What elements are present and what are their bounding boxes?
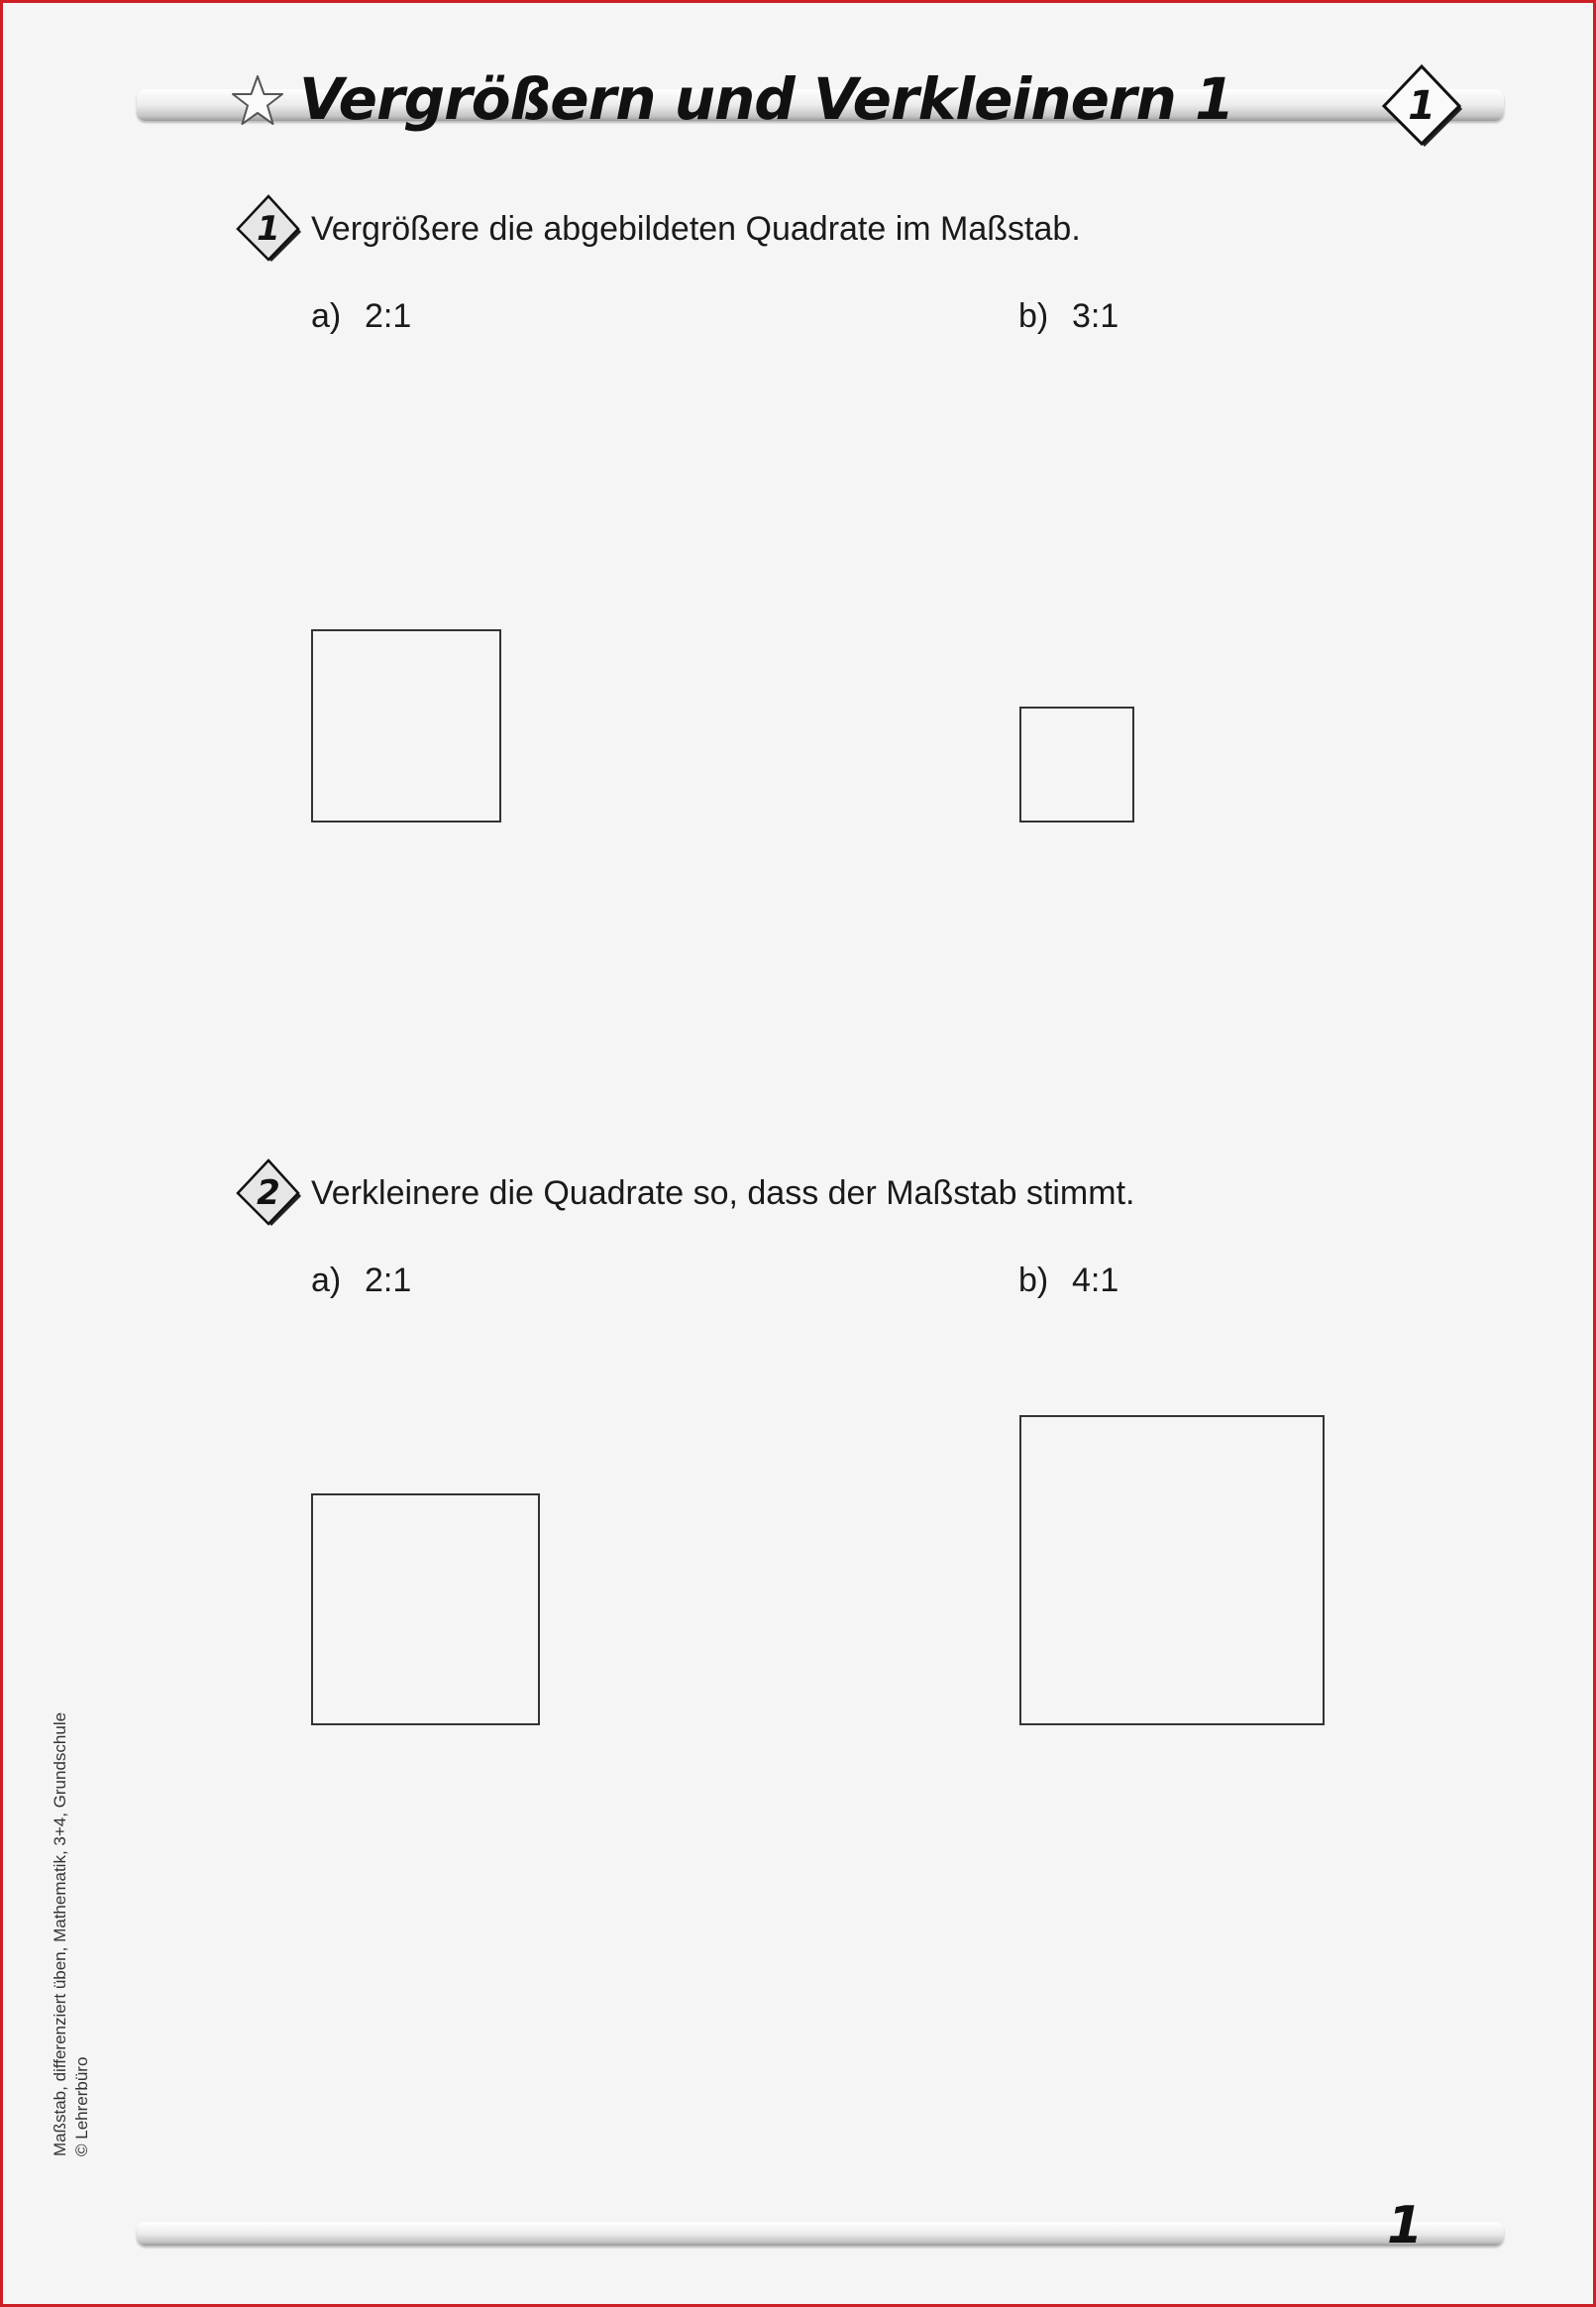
task-2a-label bbox=[311, 1262, 411, 1300]
star-icon bbox=[230, 73, 285, 129]
footer-bar bbox=[137, 2222, 1504, 2246]
item-letter: b) bbox=[1018, 297, 1049, 335]
task-2a-square bbox=[311, 1493, 540, 1725]
task-1b-square bbox=[1019, 707, 1134, 823]
item-scale: 2:1 bbox=[365, 1262, 412, 1299]
task-1a-label bbox=[311, 297, 411, 336]
page-badge bbox=[1379, 63, 1464, 149]
task-number: 2 bbox=[257, 1173, 280, 1213]
copyright-note bbox=[50, 1712, 93, 2156]
source-line: Maßstab, differenziert üben, Mathematik, 3+4, Grundschule bbox=[51, 1711, 69, 2156]
item-letter: a) bbox=[311, 1262, 342, 1299]
task-1a-square bbox=[311, 629, 501, 823]
item-scale: 2:1 bbox=[365, 297, 412, 335]
item-scale: 3:1 bbox=[1072, 297, 1119, 335]
task-2b-square bbox=[1019, 1415, 1325, 1725]
task-badge-1 bbox=[234, 194, 303, 264]
page-badge-number: 1 bbox=[1408, 83, 1436, 129]
task-1b-label bbox=[1018, 297, 1118, 336]
copyright-line: © Lehrerbüro bbox=[72, 2056, 91, 2156]
page-number: 1 bbox=[1387, 2196, 1424, 2255]
item-letter: b) bbox=[1018, 1262, 1049, 1299]
task-2-instruction: Verkleinere die Quadrate so, dass der Maßstab stimmt. bbox=[311, 1174, 1135, 1212]
item-scale: 4:1 bbox=[1072, 1262, 1119, 1299]
item-letter: a) bbox=[311, 297, 342, 335]
task-badge-2 bbox=[234, 1158, 303, 1228]
page-title: Vergrößern und Verkleinern 1 bbox=[299, 65, 1234, 133]
task-number: 1 bbox=[257, 209, 280, 249]
task-2b-label bbox=[1018, 1262, 1118, 1300]
task-1-instruction: Vergrößere die abgebildeten Quadrate im Maßstab. bbox=[311, 210, 1081, 248]
